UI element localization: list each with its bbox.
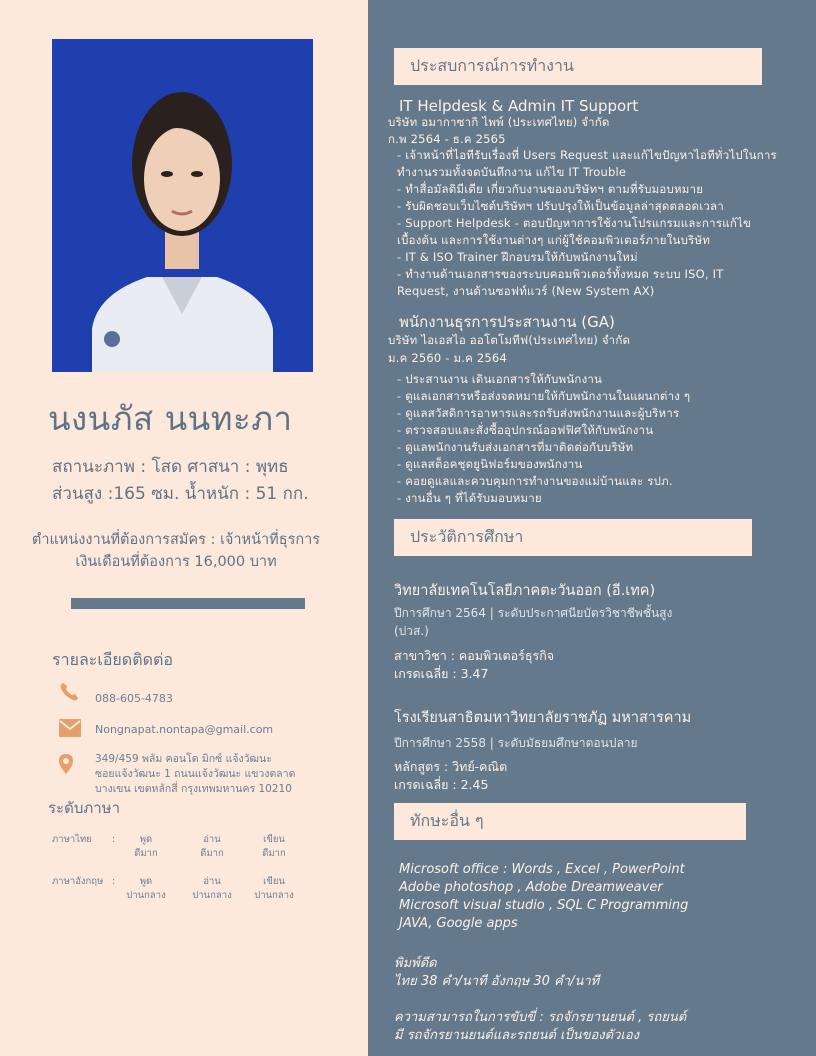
language-heading: ระดับภาษา <box>48 799 120 817</box>
language-name: ภาษาอังกฤษ <box>52 876 104 887</box>
job-duty: - ดูแลพนักงานรับส่งเอกสารที่มาติดต่อกับบริษัท <box>397 440 634 454</box>
driving-skill: ความสามารถในการขับขี่ : รถจักรยานยนต์ , รถยนต์ <box>394 1010 687 1025</box>
applicant-name: นงนภัส นนทะภา <box>48 399 293 438</box>
job-company: บริษัท ไอเอสไอ ออโตโมทีฟ(ประเทศไทย) จำกัด <box>388 333 631 347</box>
education-heading: ประวัติการศึกษา <box>394 519 752 556</box>
divider-bar <box>71 598 305 609</box>
address-line: 349/459 พลัม คอนโด มิกซ์ แจ้งวัฒนะ <box>95 753 272 765</box>
status-religion: สถานะภาพ : โสด ศาสนา : พุทธ <box>52 457 289 477</box>
job-duty: - ดูแลสวัสดิการอาหารและรถรับส่งพนักงานและผู้บริหาร <box>397 406 680 420</box>
vehicle-ownership: มี รถจักรยานยนต์และรถยนต์ เป็นของตัวเอง <box>394 1028 640 1043</box>
school-level: (ปวส.) <box>394 624 429 638</box>
read-level: อ่าน ปานกลาง <box>192 876 232 901</box>
job-duty: - Support Helpdesk - ตอบปัญหาการใช้งานโปรแกรมและการแก้ไข <box>397 216 752 230</box>
job-period: ม.ค 2560 - ม.ค 2564 <box>388 351 507 365</box>
job-duty: ทำงานรวมทั้งจดบันทึกงาน แก้ไข IT Trouble <box>397 165 627 179</box>
typing-speed: ไทย 38 คำ/นาที อังกฤษ 30 คำ/นาที <box>394 974 600 989</box>
software-skill: Adobe photoshop , Adobe Dreamweaver <box>399 880 663 895</box>
language-colon: : <box>112 834 116 845</box>
school-name: วิทยาลัยเทคโนโลยีภาคตะวันออก (อี.เทค) <box>394 583 656 599</box>
contact-heading: รายละเอียดติดต่อ <box>52 650 173 669</box>
software-skill: Microsoft office : Words , Excel , PowerPoint <box>399 862 685 877</box>
experience-heading: ประสบการณ์การทำงาน <box>394 48 762 85</box>
job-duty: - งานอื่น ๆ ที่ได้รับมอบหมาย <box>397 491 542 505</box>
school-major: สาขาวิชา : คอมพิวเตอร์ธุรกิจ <box>394 648 555 663</box>
phone-icon <box>59 682 81 702</box>
job-duty: - คอยดูแลและควบคุมการทำงานของแม่บ้านและ รปภ. <box>397 474 673 488</box>
desired-position: ตำแหน่งงานที่ต้องการสมัคร : เจ้าหน้าที่ธุรการ <box>31 532 321 548</box>
profile-photo <box>52 39 313 372</box>
school-major: หลักสูตร : วิทย์-คณิต <box>394 759 508 774</box>
job-period: ก.พ 2564 - ธ.ค 2565 <box>388 132 506 146</box>
software-skill: JAVA, Google apps <box>399 916 518 931</box>
job-duty: - ทำสื่อมัลติมีเดีย เกี่ยวกับงานของบริษัทฯ ตามที่รับมอบหมาย <box>397 182 704 196</box>
software-skill: Microsoft visual studio , SQL C Programming <box>399 898 689 913</box>
job-title: IT Helpdesk & Admin IT Support <box>399 97 639 115</box>
location-pin-icon <box>59 754 81 774</box>
job-title: พนักงานธุรการประสานงาน (GA) <box>399 313 615 331</box>
school-gpa: เกรดเฉลี่ย : 2.45 <box>394 777 489 792</box>
job-duty: - ดูแลเอกสารหรือส่งจดหมายให้กับพนักงานในแผนกต่าง ๆ <box>397 389 691 403</box>
phone-number: 088-605-4783 <box>95 692 173 705</box>
job-duty: - ทำงานด้านเอกสารของระบบคอมพิวเตอร์ทั้งหมด ระบบ ISO, IT <box>397 267 724 281</box>
job-duty: เบื้องต้น และการใช้งานต่างๆ แก่ผู้ใช้คอมพิวเตอร์ภายในบริษัท <box>397 233 711 247</box>
desired-salary: เงินเดือนที่ต้องการ 16,000 บาท <box>75 554 277 570</box>
job-company: บริษัท อมากาซากิ ไพพ์ (ประเทศไทย) จำกัด <box>388 115 610 129</box>
read-level: อ่าน ดีมาก <box>200 834 224 859</box>
job-duty: Request, งานด้านซอฟท์แวร์ (New System AX) <box>397 284 655 298</box>
write-level: เขียน ดีมาก <box>262 834 286 859</box>
skills-heading: ทักษะอื่น ๆ <box>394 803 746 840</box>
typing-heading: พิมพ์ดีด <box>394 956 437 971</box>
school-year: ปีการศึกษา 2564 | ระดับประกาศนียบัตรวิชาชีพชั้นสูง <box>394 606 673 620</box>
job-duty: - เจ้าหน้าที่ไอทีรับเรื่องที่ Users Request และแก้ไขปัญหาไอทีทั่วไปในการ <box>397 148 777 162</box>
address-line: ซอยแจ้งวัฒนะ 1 ถนนแจ้งวัฒนะ แขวงตลาด <box>95 768 296 780</box>
school-year: ปีการศึกษา 2558 | ระดับมัธยมศึกษาตอนปลาย <box>394 736 638 750</box>
job-duty: - รับผิดชอบเว็บไซต์บริษัทฯ ปรับปรุงให้เป็นข้อมูลล่าสุดตลอดเวลา <box>397 199 724 213</box>
speak-level: พูด ดีมาก <box>134 834 158 859</box>
job-duty: - ดูแลสต็อคชุดยูนิฟอร์มของพนักงาน <box>397 457 583 471</box>
job-duty: - IT & ISO Trainer ฝึกอบรมให้กับพนักงานใหม่ <box>397 250 638 264</box>
language-name: ภาษาไทย <box>52 834 92 845</box>
school-name: โรงเรียนสาธิตมหาวิทยาลัยราชภัฏ มหาสารคาม <box>394 710 692 726</box>
height-weight: ส่วนสูง :165 ซม. น้ำหนัก : 51 กก. <box>52 484 309 504</box>
school-gpa: เกรดเฉลี่ย : 3.47 <box>394 666 489 681</box>
job-duty: - ประสานงาน เดินเอกสารให้กับพนักงาน <box>397 372 603 386</box>
address <box>95 752 325 797</box>
address-line: บางเขน เขตหลักสี่ กรุงเทพมหานคร 10210 <box>95 783 292 795</box>
job-duty: - ตรวจสอบและสั่งซื้ออุปกรณ์ออฟฟิศให้กับพนักงาน <box>397 423 654 437</box>
language-colon: : <box>112 876 116 887</box>
speak-level: พูด ปานกลาง <box>126 876 166 901</box>
write-level: เขียน ปานกลาง <box>254 876 294 901</box>
mail-icon <box>59 719 81 739</box>
email-address: Nongnapat.nontapa@gmail.com <box>95 723 274 736</box>
